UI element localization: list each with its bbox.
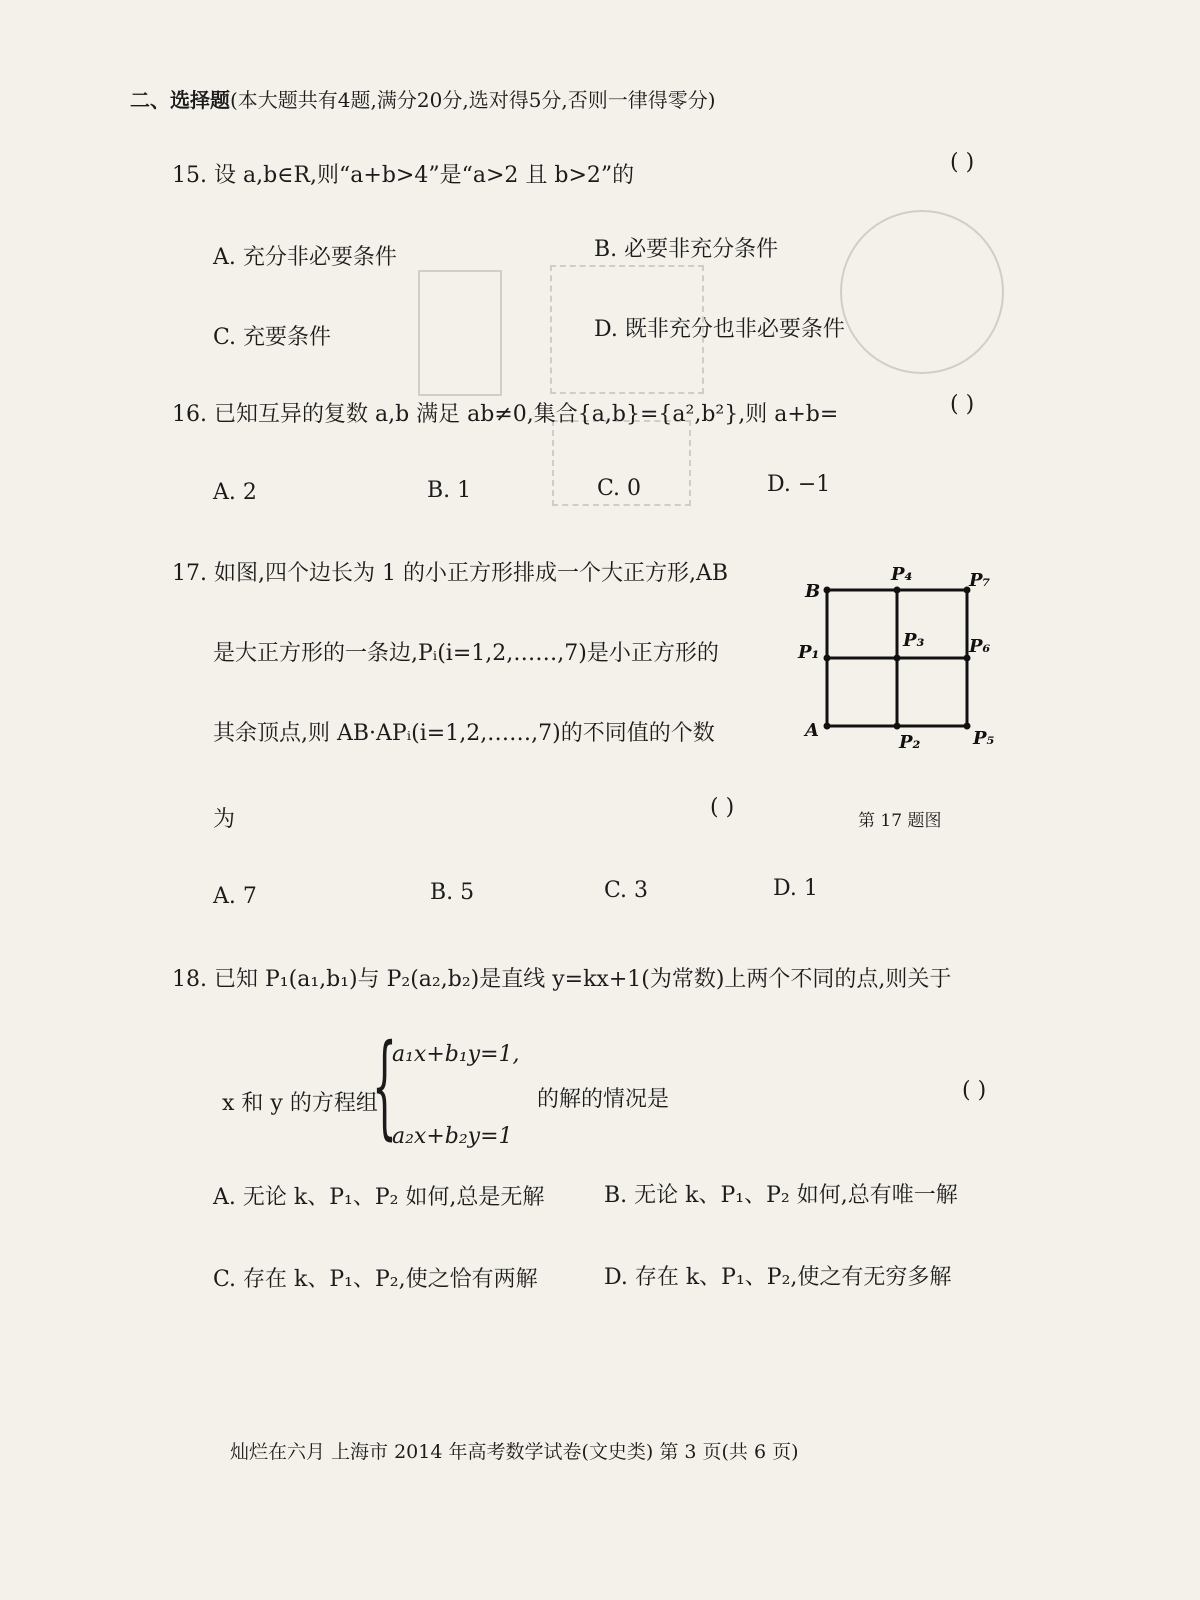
q17-option-c: C. 3 [604, 878, 649, 903]
question-15-stem [172, 158, 634, 189]
answer-paren: ( ) [962, 1078, 987, 1103]
question-number: 17. [172, 561, 207, 586]
question-text: 设 a,b∈R,则“a+b>4”是“a>2 且 b>2”的 [214, 163, 635, 188]
question-17-stem-line4: 为 [213, 807, 236, 832]
equation-1: a₁x+b₁y=1, [392, 1042, 520, 1067]
equation-system-brace: { [372, 1021, 397, 1151]
q16-option-c: C. 0 [597, 476, 642, 501]
section-title: 二、选择题 [130, 88, 230, 112]
vertex-dot [824, 723, 831, 730]
q15-option-b: B. 必要非充分条件 [594, 237, 779, 262]
page-footer: 灿烂在六月 上海市 2014 年高考数学试卷(文史类) 第 3 页(共 6 页) [230, 1441, 799, 1463]
q15-option-d: D. 既非充分也非必要条件 [594, 317, 845, 342]
label-p2: P₂ [899, 732, 921, 753]
q16-option-a: A. 2 [213, 480, 257, 505]
question-18-stem-line1 [172, 962, 951, 993]
equation-2: a₂x+b₂y=1 [392, 1124, 513, 1149]
q16-option-b: B. 1 [427, 478, 472, 503]
q17-option-a: A. 7 [213, 884, 257, 909]
label-b: B [805, 581, 821, 602]
q18-option-b: B. 无论 k、P₁、P₂ 如何,总有唯一解 [604, 1183, 958, 1208]
q15-option-a: A. 充分非必要条件 [213, 245, 397, 270]
question-17-stem-line2: 是大正方形的一条边,Pᵢ(i=1,2,……,7)是小正方形的 [213, 641, 719, 666]
q17-figure [798, 564, 1015, 770]
q17-option-b: B. 5 [430, 880, 475, 905]
question-16-stem [172, 397, 838, 428]
vertex-dot [894, 723, 901, 730]
q18-option-a: A. 无论 k、P₁、P₂ 如何,总是无解 [213, 1185, 545, 1210]
label-p3: P₃ [903, 630, 925, 651]
vertex-dot [894, 587, 901, 594]
vertex-dot [894, 655, 901, 662]
question-18-stem-suffix: 的解的情况是 [537, 1087, 670, 1112]
vertex-dot [824, 655, 831, 662]
question-17-stem-line3: 其余顶点,则 AB·APᵢ(i=1,2,……,7)的不同值的个数 [213, 721, 715, 746]
vertex-dot [964, 723, 971, 730]
label-p4: P₄ [891, 564, 913, 585]
question-text: 已知 P₁(a₁,b₁)与 P₂(a₂,b₂)是直线 y=kx+1(为常数)上两个不同的点,则关于 [214, 967, 952, 992]
label-p1: P₁ [798, 642, 820, 663]
section-note: (本大题共有4题,满分20分,选对得5分,否则一律得零分) [230, 88, 716, 112]
question-number: 15. [172, 163, 207, 188]
question-18-stem-prefix: x 和 y 的方程组 [222, 1091, 378, 1116]
question-text: 已知互异的复数 a,b 满足 ab≠0,集合{a,b}={a²,b²},则 a+b= [214, 402, 839, 427]
question-text: 如图,四个边长为 1 的小正方形排成一个大正方形,AB [214, 561, 729, 586]
section-header [130, 84, 716, 113]
bleed-through-circle [840, 210, 1004, 374]
label-p5: P₅ [973, 728, 995, 749]
answer-paren: ( ) [950, 150, 975, 175]
label-p7: P₇ [969, 570, 991, 591]
q16-option-d: D. −1 [767, 472, 831, 497]
question-number: 18. [172, 967, 207, 992]
bleed-through-box [418, 270, 502, 396]
question-17-stem-line1 [172, 556, 728, 587]
answer-paren: ( ) [950, 392, 975, 417]
answer-paren: ( ) [710, 795, 735, 820]
q17-option-d: D. 1 [773, 876, 818, 901]
q18-option-c: C. 存在 k、P₁、P₂,使之恰有两解 [213, 1267, 538, 1292]
question-number: 16. [172, 402, 207, 427]
q18-option-d: D. 存在 k、P₁、P₂,使之有无穷多解 [604, 1265, 952, 1290]
label-a: A [805, 720, 819, 741]
vertex-dot [824, 587, 831, 594]
label-p6: P₆ [969, 636, 991, 657]
figure-caption: 第 17 题图 [858, 811, 942, 831]
q15-option-c: C. 充要条件 [213, 325, 332, 350]
